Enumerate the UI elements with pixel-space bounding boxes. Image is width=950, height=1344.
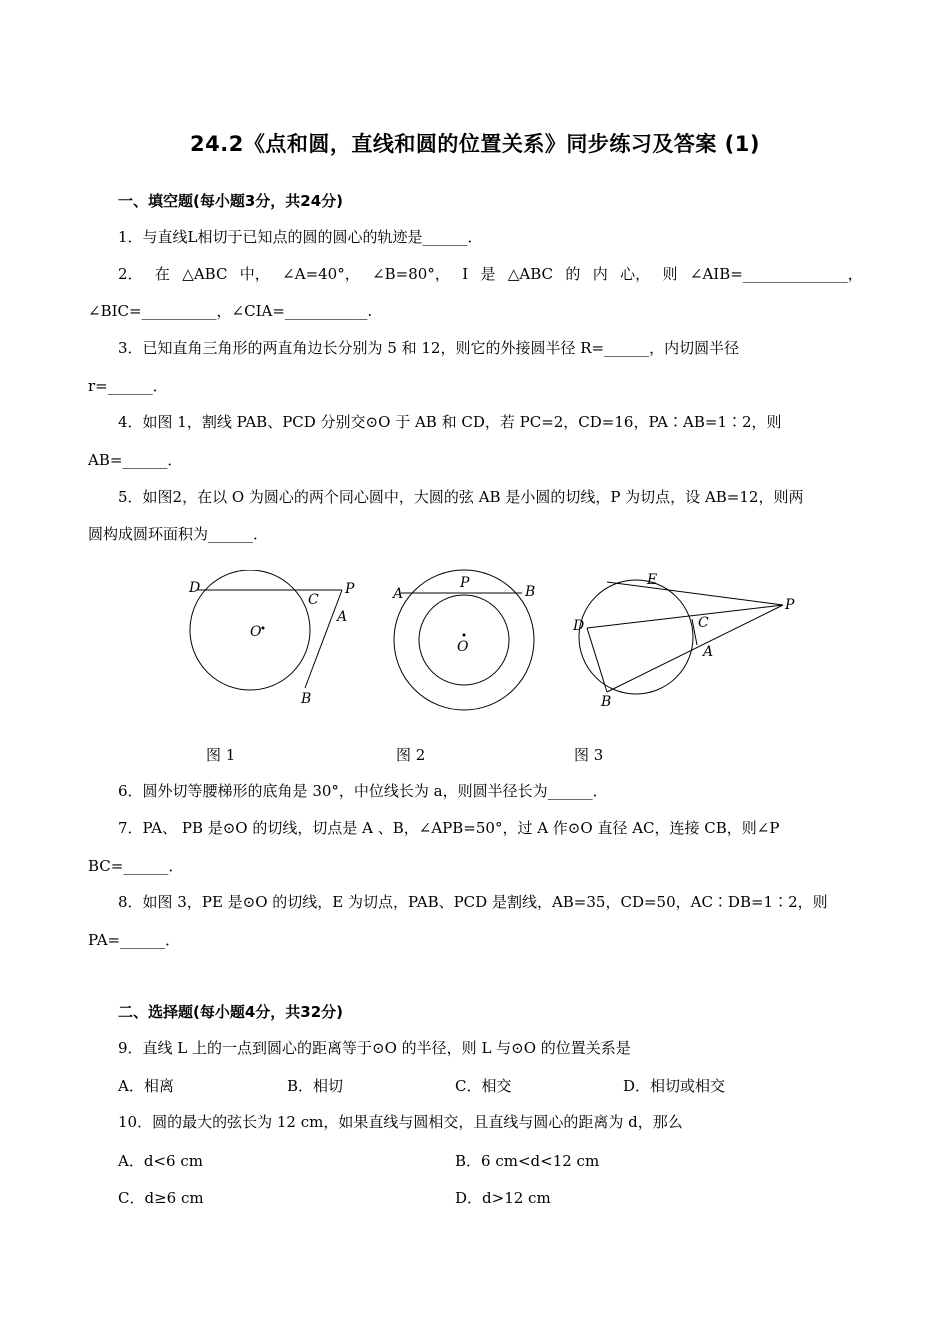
question-3-line-2: r=______． xyxy=(88,377,168,395)
fig3-secant-pb xyxy=(607,605,783,692)
fig3-label-d: D xyxy=(573,618,585,634)
fig2-label-o: O xyxy=(457,639,469,655)
fig2-label-a: A xyxy=(393,586,404,602)
fig1-center-dot xyxy=(262,627,265,630)
q10-option-a: A．d<6 cm xyxy=(118,1152,203,1170)
fig3-label-c: C xyxy=(698,615,709,631)
question-9: 9．直线 L 上的一点到圆心的距离等于⊙O 的半径，则 L 与⊙O 的位置关系是 xyxy=(118,1039,631,1057)
question-6: 6．圆外切等腰梯形的底角是 30°，中位线长为 a，则圆半径长为______． xyxy=(118,782,608,800)
q9-option-c: C．相交 xyxy=(455,1077,512,1095)
fig2-label-p: P xyxy=(460,575,470,591)
caption-figure-3: 图 3 xyxy=(574,746,604,764)
question-2-word: 中， xyxy=(239,265,270,283)
question-2-line-2: ∠BIC=__________，∠CIA=___________. xyxy=(88,302,373,320)
question-2-word: 心， xyxy=(620,265,651,283)
figure-3 xyxy=(565,565,805,715)
fig3-label-b: B xyxy=(601,694,612,710)
caption-figure-2: 图 2 xyxy=(396,746,426,764)
question-2-word: 则 xyxy=(662,265,678,283)
question-2-word: 的 xyxy=(565,265,581,283)
fig2-label-b: B xyxy=(525,584,536,600)
question-5-line-1: 5．如图2，在以 O 为圆心的两个同心圆中，大圆的弦 AB 是小圆的切线，P 为切点，设 AB=12，则两 xyxy=(118,488,804,506)
question-2-word: △ABC xyxy=(182,265,228,283)
question-5-line-2: 圆构成圆环面积为______． xyxy=(88,525,269,543)
question-10: 10．圆的最大的弦长为 12 cm，如果直线与圆相交，且直线与圆心的距离为 d，那么 xyxy=(118,1113,683,1131)
section-heading-fill-in: 一、填空题(每小题3分，共24分) xyxy=(118,192,344,210)
question-2-word: 是 xyxy=(480,265,496,283)
caption-figure-1: 图 1 xyxy=(206,746,236,764)
fig1-label-o: O xyxy=(250,624,262,640)
q9-option-b: B．相切 xyxy=(287,1077,344,1095)
question-2-word: 内 xyxy=(592,265,608,283)
question-2-word: ∠AIB=______________， xyxy=(689,265,863,283)
fig1-label-c: C xyxy=(308,592,319,608)
question-4-line-2: AB=______． xyxy=(88,451,183,469)
question-2-word: I xyxy=(462,265,469,283)
fig3-circle xyxy=(579,580,693,694)
question-2-word: 2． xyxy=(118,265,143,283)
question-2-line-1 xyxy=(118,264,863,284)
question-2-word: 在 xyxy=(154,265,170,283)
figure-2 xyxy=(385,565,545,725)
section-heading-multiple-choice: 二、选择题(每小题4分，共32分) xyxy=(118,1003,344,1021)
question-1: 1．与直线L相切于已知点的圆的圆心的轨迹是______． xyxy=(118,228,483,246)
q9-option-d: D．相切或相交 xyxy=(623,1077,726,1095)
page-title: 24.2《点和圆，直线和圆的位置关系》同步练习及答案 (1) xyxy=(190,132,760,156)
fig3-label-p: P xyxy=(785,597,795,613)
question-2-word: △ABC xyxy=(507,265,554,283)
question-8-line-1: 8．如图 3，PE 是⊙O 的切线，E 为切点，PAB、PCD 是割线，AB=35，CD=50，AC∶DB=1∶2，则 xyxy=(118,893,828,911)
q10-option-c: C．d≥6 cm xyxy=(118,1189,204,1207)
question-4-line-1: 4．如图 1，割线 PAB、PCD 分别交⊙O 于 AB 和 CD，若 PC=2，CD=16，PA∶AB=1∶2，则 xyxy=(118,413,782,431)
question-7-line-2: BC=______． xyxy=(88,857,184,875)
figure-1 xyxy=(180,570,370,710)
q9-option-a: A．相离 xyxy=(118,1077,174,1095)
question-7-line-1: 7．PA、 PB 是⊙O 的切线，切点是 A 、B，∠APB=50°，过 A 作⊙O 直径 AC，连接 CB，则∠P xyxy=(118,819,780,837)
question-8-line-2: PA=______． xyxy=(88,931,181,949)
q10-option-b: B．6 cm<d<12 cm xyxy=(455,1152,600,1170)
fig2-center-dot xyxy=(463,634,466,637)
fig3-segment-db xyxy=(587,628,607,692)
fig3-label-a: A xyxy=(703,644,714,660)
fig1-label-a: A xyxy=(337,609,348,625)
question-2-word: ∠A=40°， xyxy=(282,265,360,283)
question-2-word: ∠B=80°， xyxy=(372,265,450,283)
fig1-label-p: P xyxy=(345,581,355,597)
fig3-tangent-pe xyxy=(607,582,783,605)
fig3-label-e: E xyxy=(647,572,658,588)
question-3-line-1: 3．已知直角三角形的两直角边长分别为 5 和 12，则它的外接圆半径 R=______，内切圆半径 xyxy=(118,339,740,357)
fig1-label-d: D xyxy=(189,580,201,596)
fig1-label-b: B xyxy=(301,691,312,707)
q10-option-d: D．d>12 cm xyxy=(455,1189,551,1207)
